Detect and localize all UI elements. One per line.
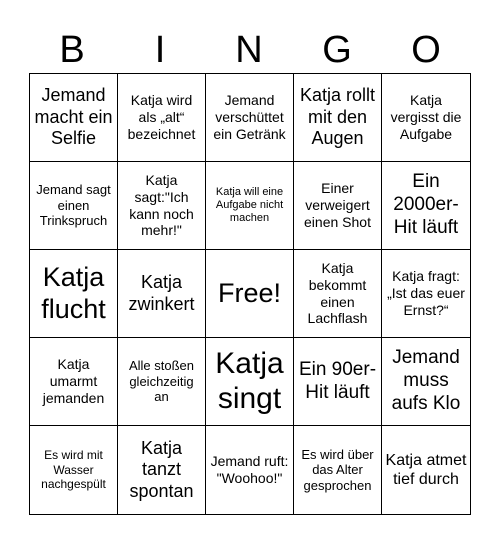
bingo-cell[interactable]	[382, 338, 470, 426]
bingo-cell[interactable]	[206, 338, 294, 426]
bingo-card	[29, 73, 471, 515]
free-space-text: Free!	[217, 277, 282, 308]
bingo-cell[interactable]	[382, 162, 470, 250]
bingo-cell[interactable]	[382, 250, 470, 338]
bingo-cell[interactable]	[206, 426, 294, 514]
bingo-cell[interactable]	[118, 338, 206, 426]
bingo-cell[interactable]	[118, 250, 206, 338]
cell-text: Ein 2000er-Hit läuft	[393, 171, 459, 238]
bingo-cell[interactable]	[30, 250, 118, 338]
bingo-cell[interactable]	[382, 74, 470, 162]
header-letter-i: I	[154, 29, 166, 71]
cell-text: Katja flucht	[41, 262, 106, 324]
cell-text: Katja zwinkert	[128, 271, 195, 314]
cell-text: Katja fragt: „Ist das euer Ernst?“	[387, 268, 465, 318]
cell-text: Katja sagt:"Ich kann noch mehr!"	[129, 171, 194, 239]
cell-text: Einer verweigert einen Shot	[304, 180, 371, 230]
header-letter-n: N	[235, 29, 263, 71]
bingo-cell[interactable]	[118, 426, 206, 514]
bingo-cell[interactable]	[294, 338, 382, 426]
bingo-cell[interactable]	[294, 162, 382, 250]
bingo-header	[28, 28, 470, 72]
cell-text: Katja singt	[215, 347, 284, 415]
cell-text: Jemand ruft: "Woohoo!"	[210, 453, 289, 486]
cell-text: Jemand verschüttet ein Getränk	[213, 92, 286, 142]
bingo-cell[interactable]	[382, 426, 470, 514]
bingo-cell[interactable]	[294, 74, 382, 162]
bingo-cell[interactable]	[294, 426, 382, 514]
header-letter-b: B	[59, 29, 85, 71]
bingo-cell[interactable]	[30, 338, 118, 426]
header-letter-o: O	[411, 29, 441, 71]
cell-text: Es wird über das Alter gesprochen	[301, 446, 374, 493]
cell-text: Katja rollt mit den Augen	[299, 85, 376, 149]
bingo-cell[interactable]	[30, 426, 118, 514]
cell-text: Jemand macht ein Selfie	[34, 85, 113, 149]
bingo-cell[interactable]	[118, 74, 206, 162]
cell-text: Katja will eine Aufgabe nicht machen	[215, 185, 284, 225]
cell-text: Katja umarmt jemanden	[42, 356, 105, 406]
bingo-cell[interactable]	[206, 74, 294, 162]
cell-text: Katja atmet tief durch	[385, 451, 467, 488]
cell-text: Katja vergisst die Aufgabe	[390, 92, 462, 142]
cell-text: Alle stoßen gleichzeitig an	[128, 358, 195, 405]
cell-text: Katja bekommt einen Lachflash	[307, 259, 368, 327]
free-space-cell[interactable]	[206, 250, 294, 338]
bingo-cell[interactable]	[30, 162, 118, 250]
bingo-cell[interactable]	[118, 162, 206, 250]
cell-text: Ein 90er-Hit läuft	[298, 358, 377, 403]
cell-text: Katja wird als „alt“ bezeichnet	[127, 92, 196, 142]
bingo-cell[interactable]	[30, 74, 118, 162]
header-letter-g: G	[322, 29, 352, 71]
bingo-cell[interactable]	[206, 162, 294, 250]
cell-text: Es wird mit Wasser nachgespült	[41, 448, 106, 492]
bingo-cell[interactable]	[294, 250, 382, 338]
cell-text: Katja tanzt spontan	[129, 437, 194, 501]
cell-text: Jemand muss aufs Klo	[391, 347, 461, 414]
cell-text: Jemand sagt einen Trinkspruch	[36, 182, 111, 229]
